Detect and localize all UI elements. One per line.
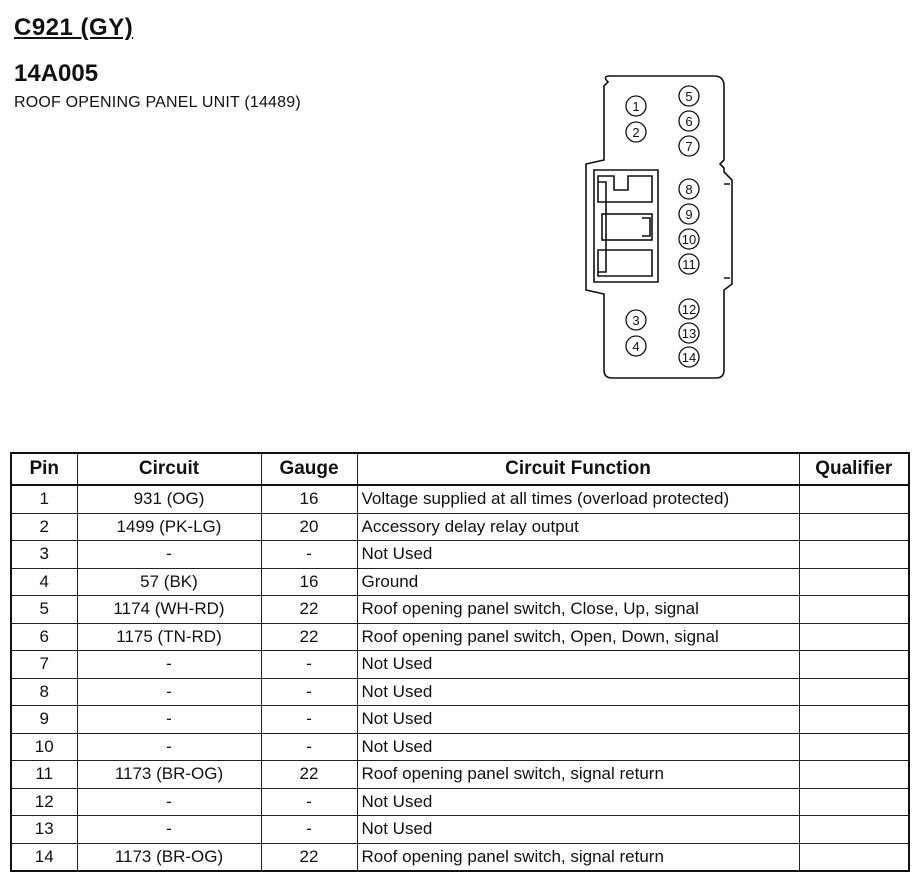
gauge-cell: - <box>261 733 357 761</box>
header-gauge: Gauge <box>261 453 357 485</box>
pin-cell: 4 <box>11 568 77 596</box>
pin-cell: 1 <box>11 485 77 513</box>
pin-13 <box>679 323 699 343</box>
table-row <box>11 651 909 679</box>
table-row <box>11 733 909 761</box>
part-number: 14A005 <box>14 60 99 87</box>
gauge-cell: 20 <box>261 513 357 541</box>
pin-1 <box>626 96 646 116</box>
circuit-cell: 1173 (BR-OG) <box>77 761 261 789</box>
pin-9-label: 9 <box>685 207 693 222</box>
gauge-cell: - <box>261 541 357 569</box>
pin-cell: 11 <box>11 761 77 789</box>
pin-cell: 13 <box>11 816 77 844</box>
pin-10-label: 10 <box>681 232 697 247</box>
pin-7 <box>679 136 699 156</box>
function-cell: Not Used <box>357 541 799 569</box>
function-cell: Ground <box>357 568 799 596</box>
circuit-cell: 1174 (WH-RD) <box>77 596 261 624</box>
function-cell: Not Used <box>357 816 799 844</box>
gauge-cell: - <box>261 651 357 679</box>
gauge-cell: 22 <box>261 761 357 789</box>
gauge-cell: - <box>261 816 357 844</box>
qualifier-cell <box>799 651 909 679</box>
pin-cell: 8 <box>11 678 77 706</box>
qualifier-cell <box>799 678 909 706</box>
circuit-cell: - <box>77 651 261 679</box>
gauge-cell: 16 <box>261 485 357 513</box>
function-cell: Roof opening panel switch, Close, Up, signal <box>357 596 799 624</box>
table-row <box>11 816 909 844</box>
pin-9 <box>679 204 699 224</box>
qualifier-cell <box>799 843 909 871</box>
function-cell: Roof opening panel switch, signal return <box>357 843 799 871</box>
pin-8-label: 8 <box>685 182 693 197</box>
header-circuit: Circuit <box>77 453 261 485</box>
pin-8 <box>679 179 699 199</box>
pinout-table <box>10 452 910 872</box>
circuit-cell: 931 (OG) <box>77 485 261 513</box>
table-row <box>11 623 909 651</box>
table-row <box>11 788 909 816</box>
circuit-cell: 1173 (BR-OG) <box>77 843 261 871</box>
circuit-cell: 1499 (PK-LG) <box>77 513 261 541</box>
table-row <box>11 541 909 569</box>
qualifier-cell <box>799 733 909 761</box>
pin-cell: 5 <box>11 596 77 624</box>
pin-11 <box>679 254 699 274</box>
function-cell: Voltage supplied at all times (overload protected) <box>357 485 799 513</box>
function-cell: Not Used <box>357 706 799 734</box>
function-cell: Not Used <box>357 651 799 679</box>
circuit-cell: 1175 (TN-RD) <box>77 623 261 651</box>
pin-2-label: 2 <box>632 125 640 140</box>
table-row <box>11 513 909 541</box>
pin-3 <box>626 310 646 330</box>
header-pin: Pin <box>11 453 77 485</box>
gauge-cell: 22 <box>261 843 357 871</box>
pin-7-label: 7 <box>685 139 693 154</box>
table-row <box>11 706 909 734</box>
pin-cell: 7 <box>11 651 77 679</box>
pin-cell: 6 <box>11 623 77 651</box>
table-header-row <box>11 453 909 485</box>
qualifier-cell <box>799 568 909 596</box>
table-row <box>11 568 909 596</box>
pin-2 <box>626 122 646 142</box>
pin-11-label: 11 <box>682 257 696 272</box>
pin-4-label: 4 <box>632 339 640 354</box>
qualifier-cell <box>799 485 909 513</box>
circuit-cell: - <box>77 678 261 706</box>
pin-1-label: 1 <box>632 99 640 114</box>
qualifier-cell <box>799 816 909 844</box>
function-cell: Not Used <box>357 733 799 761</box>
circuit-cell: - <box>77 706 261 734</box>
qualifier-cell <box>799 623 909 651</box>
table-row <box>11 761 909 789</box>
gauge-cell: - <box>261 788 357 816</box>
header-circuit-function: Circuit Function <box>357 453 799 485</box>
pin-cell: 14 <box>11 843 77 871</box>
function-cell: Not Used <box>357 788 799 816</box>
function-cell: Roof opening panel switch, Open, Down, signal <box>357 623 799 651</box>
pin-5 <box>679 86 699 106</box>
pin-3-label: 3 <box>632 313 640 328</box>
pin-14-label: 14 <box>681 350 697 365</box>
connector-outline <box>586 76 732 378</box>
table-row <box>11 485 909 513</box>
pin-12 <box>679 299 699 319</box>
pin-12-label: 12 <box>681 302 697 317</box>
rib-marks <box>724 184 730 278</box>
gauge-cell: - <box>261 678 357 706</box>
pin-6-label: 6 <box>685 114 693 129</box>
pin-6 <box>679 111 699 131</box>
pin-cell: 3 <box>11 541 77 569</box>
qualifier-cell <box>799 596 909 624</box>
pin-4 <box>626 336 646 356</box>
gauge-cell: 22 <box>261 596 357 624</box>
pin-cell: 9 <box>11 706 77 734</box>
circuit-cell: - <box>77 541 261 569</box>
latch-body <box>594 170 658 282</box>
table-row <box>11 843 909 871</box>
connector-face-diagram <box>578 72 748 384</box>
qualifier-cell <box>799 761 909 789</box>
pin-cell: 12 <box>11 788 77 816</box>
pin-10 <box>679 229 699 249</box>
pin-13-label: 13 <box>681 326 697 341</box>
component-description: ROOF OPENING PANEL UNIT (14489) <box>14 94 301 111</box>
pin-cell: 2 <box>11 513 77 541</box>
pin-cell: 10 <box>11 733 77 761</box>
qualifier-cell <box>799 788 909 816</box>
qualifier-cell <box>799 706 909 734</box>
function-cell: Not Used <box>357 678 799 706</box>
function-cell: Roof opening panel switch, signal return <box>357 761 799 789</box>
qualifier-cell <box>799 541 909 569</box>
gauge-cell: - <box>261 706 357 734</box>
table-row <box>11 596 909 624</box>
connector-title: C921 (GY) <box>14 14 134 41</box>
circuit-cell: - <box>77 788 261 816</box>
pin-5-label: 5 <box>685 89 693 104</box>
latch-tab <box>642 218 650 236</box>
gauge-cell: 16 <box>261 568 357 596</box>
pin-14 <box>679 347 699 367</box>
circuit-cell: - <box>77 816 261 844</box>
qualifier-cell <box>799 513 909 541</box>
header-qualifier: Qualifier <box>799 453 909 485</box>
function-cell: Accessory delay relay output <box>357 513 799 541</box>
gauge-cell: 22 <box>261 623 357 651</box>
table-row <box>11 678 909 706</box>
circuit-cell: - <box>77 733 261 761</box>
circuit-cell: 57 (BK) <box>77 568 261 596</box>
